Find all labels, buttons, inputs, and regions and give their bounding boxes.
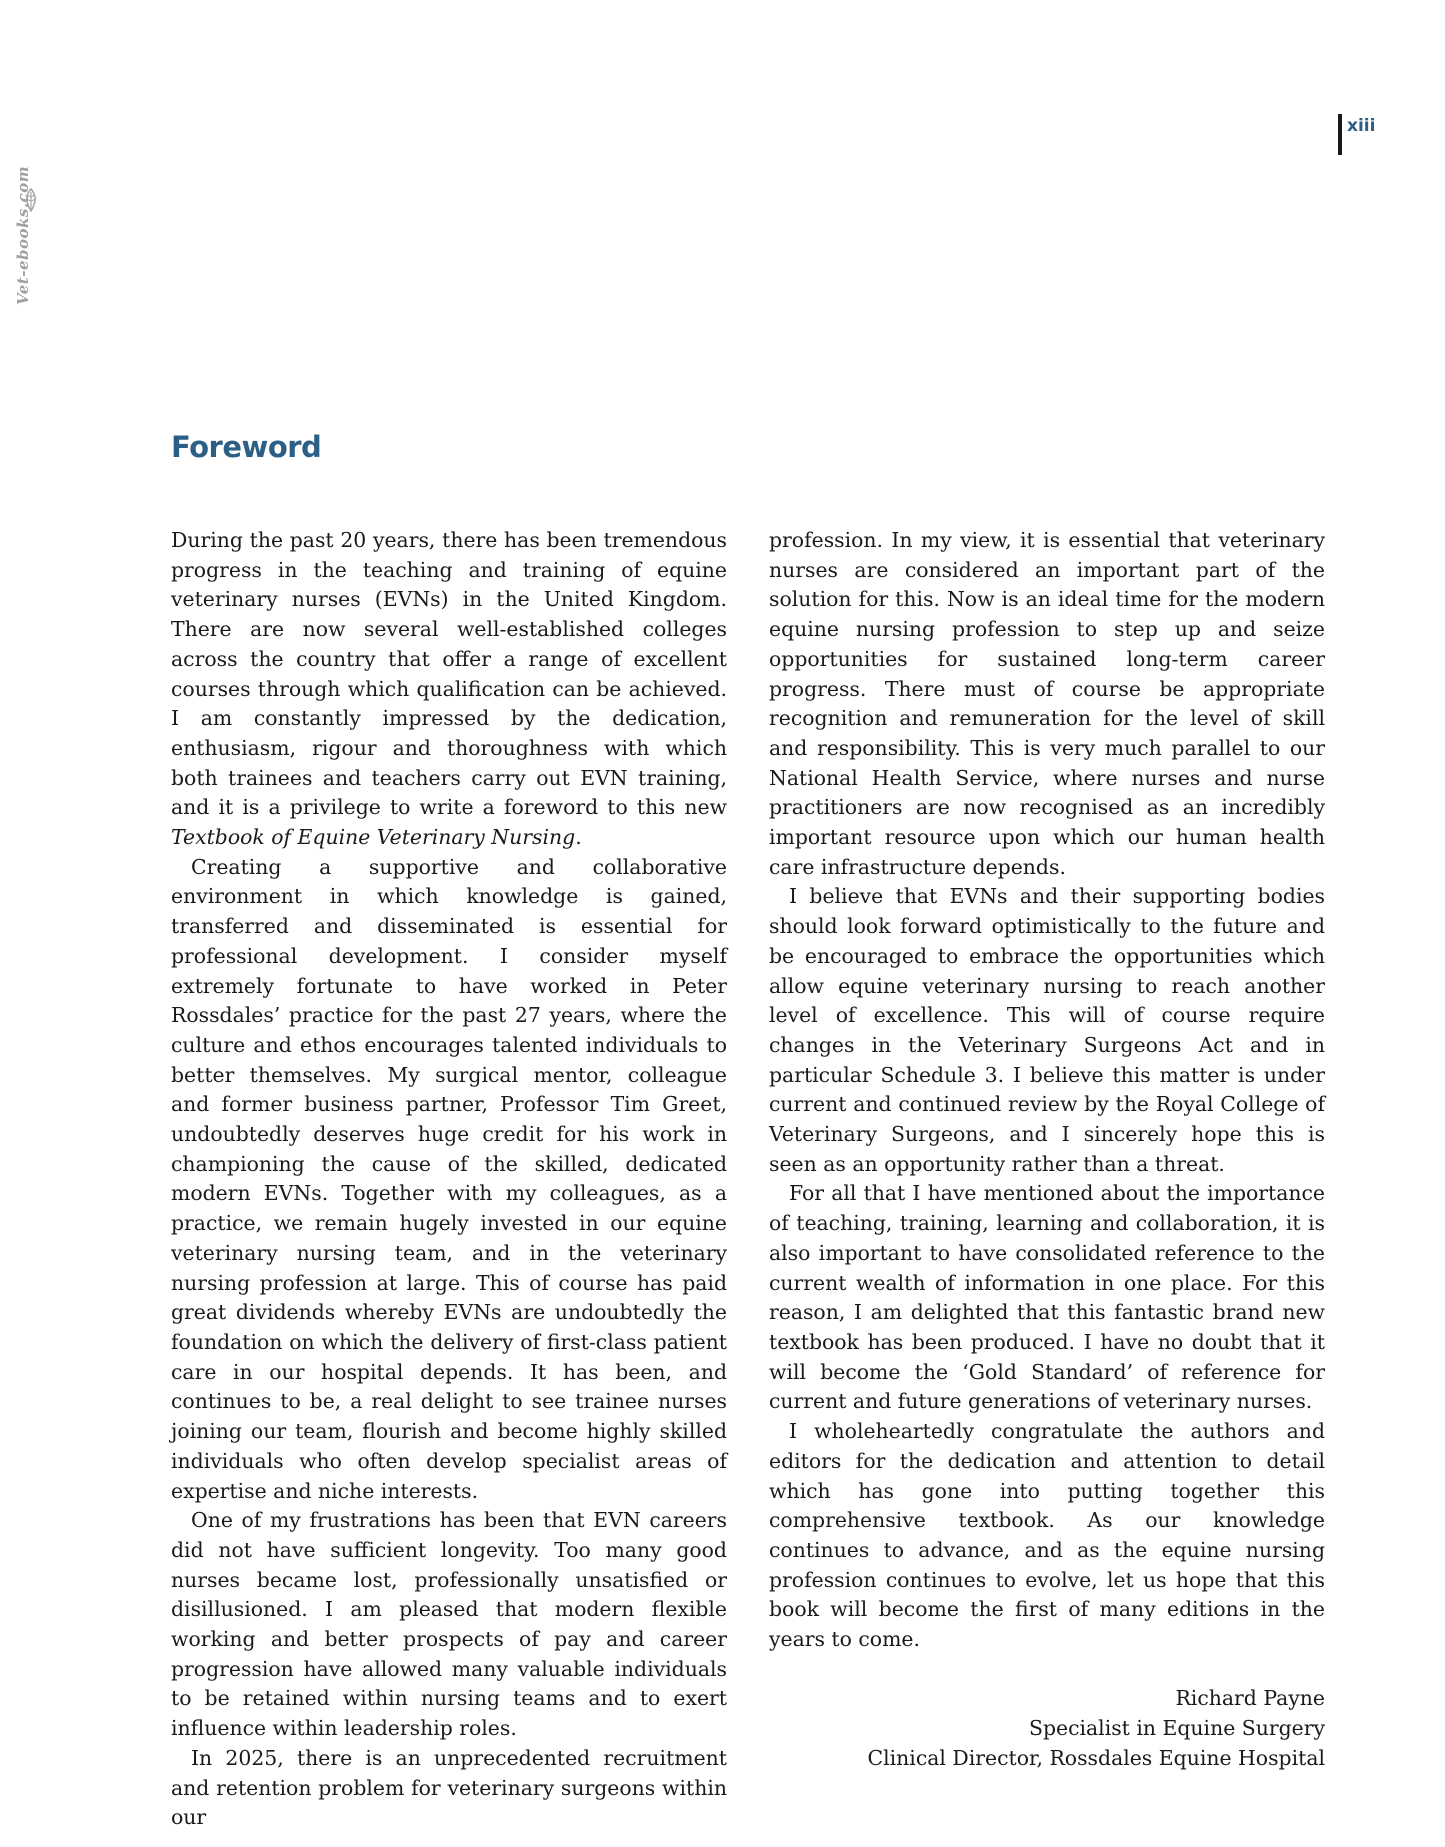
signature-role: Specialist in Equine Surgery [1028, 1716, 1325, 1741]
paragraph: Creating a supportive and collaborative environment in which knowledge is gained, transferred and disseminated is essential for professional development. I consider myself extremely fortunate to have worked in Peter Rossdales’ practice for the past 27 years, where the culture and ethos encourages talented individuals to better themselves. My surgical mentor, colleague and former business partner, Professor Tim Greet, undoubtedly deserves huge credit for his work in championing the cause of the skilled, dedicated modern EVNs. Together with my colleagues, as a practice, we remain hugely invested in our equine veterinary nursing team, and in the veterinary nursing profession at large. This of course has paid great dividends whereby EVNs are undoubtedly the foundation on which the delivery of first-class patient care in our hospital depends. It has been, and continues to be, a real delight to see trainee nurses joining our team, flourish and become highly skilled individuals who often develop specialist areas of expertise and niche interests. [171, 854, 727, 1503]
watermark [14, 145, 48, 305]
signature-position: Clinical Director, Rossdales Equine Hospital [867, 1745, 1325, 1770]
signature-block [769, 1684, 1325, 1773]
right-column [769, 526, 1325, 1774]
book-title: Textbook of Equine Veterinary Nursing [171, 825, 576, 850]
paragraph: I believe that EVNs and their supporting bodies should look forward optimistically to the future and be encouraged to embrace the opportunities which allow equine veterinary nursing to reach another level of excellence. This will of course require changes in the Veterinary Surgeons Act and in particular Schedule 3. I believe this matter is under current and continued review by the Royal College of Veterinary Surgeons, and I sincerely hope this is seen as an opportunity rather than a threat. [769, 884, 1325, 1176]
signature-name: Richard Payne [1175, 1686, 1325, 1711]
page-number-bar [1338, 114, 1342, 155]
paragraph: profession. In my view, it is essential that veterinary nurses are considered an important part of the solution for this. Now is an ideal time for the modern equine nursing profession to step up and seize opportunities for sustained long-term career progress. There must of course be appropriate recognition and remuneration for the level of skill and responsibility. This is very much parallel to our National Health Service, where nurses and nurse practitioners are now recognised as an incredibly important resource upon which our human health care infrastructure depends. [769, 528, 1325, 879]
watermark-text: Vet-ebooks.com [14, 165, 32, 305]
paragraph: I wholeheartedly congratulate the authors and editors for the dedication and attention to detail which has gone into putting together this comprehensive textbook. As our knowledge continues to advance, and as the equine nursing profession continues to evolve, let us hope that this book will become the first of many editions in the years to come. [769, 1419, 1325, 1652]
page-number: xiii [1347, 116, 1376, 136]
paragraph: In 2025, there is an unprecedented recruitment and retention problem for veterinary surgeons within our [171, 1745, 727, 1830]
paragraph: For all that I have mentioned about the importance of teaching, training, learning and collaboration, it is also important to have consolidated reference to the current wealth of information in one place. For this reason, I am delighted that this fantastic brand new textbook has been produced. I have no doubt that it will become the ‘Gold Standard’ of reference for current and future generations of veterinary nurses. [769, 1181, 1325, 1414]
page-title: Foreword [171, 430, 322, 464]
paragraph-text: During the past 20 years, there has been tremendous progress in the teaching and training of equine veterinary nurses (EVNs) in the United Kingdom. There are now several well-established colleges across the country that offer a range of excellent courses through which qualification can be achieved. I am constantly impressed by the dedication, enthusiasm, rigour and thoroughness with which both trainees and teachers carry out EVN training, and it is a privilege to write a foreword to this new [171, 528, 727, 820]
left-column [171, 526, 727, 1833]
paragraph [171, 526, 727, 853]
paragraph: One of my frustrations has been that EVN careers did not have sufficient longevity. Too many good nurses became lost, professionally unsatisfied or disillusioned. I am pleased that modern flexible working and better prospects of pay and career progression have allowed many valuable individuals to be retained within nursing teams and to exert influence within leadership roles. [171, 1508, 727, 1741]
paragraph-text: . [575, 825, 582, 850]
